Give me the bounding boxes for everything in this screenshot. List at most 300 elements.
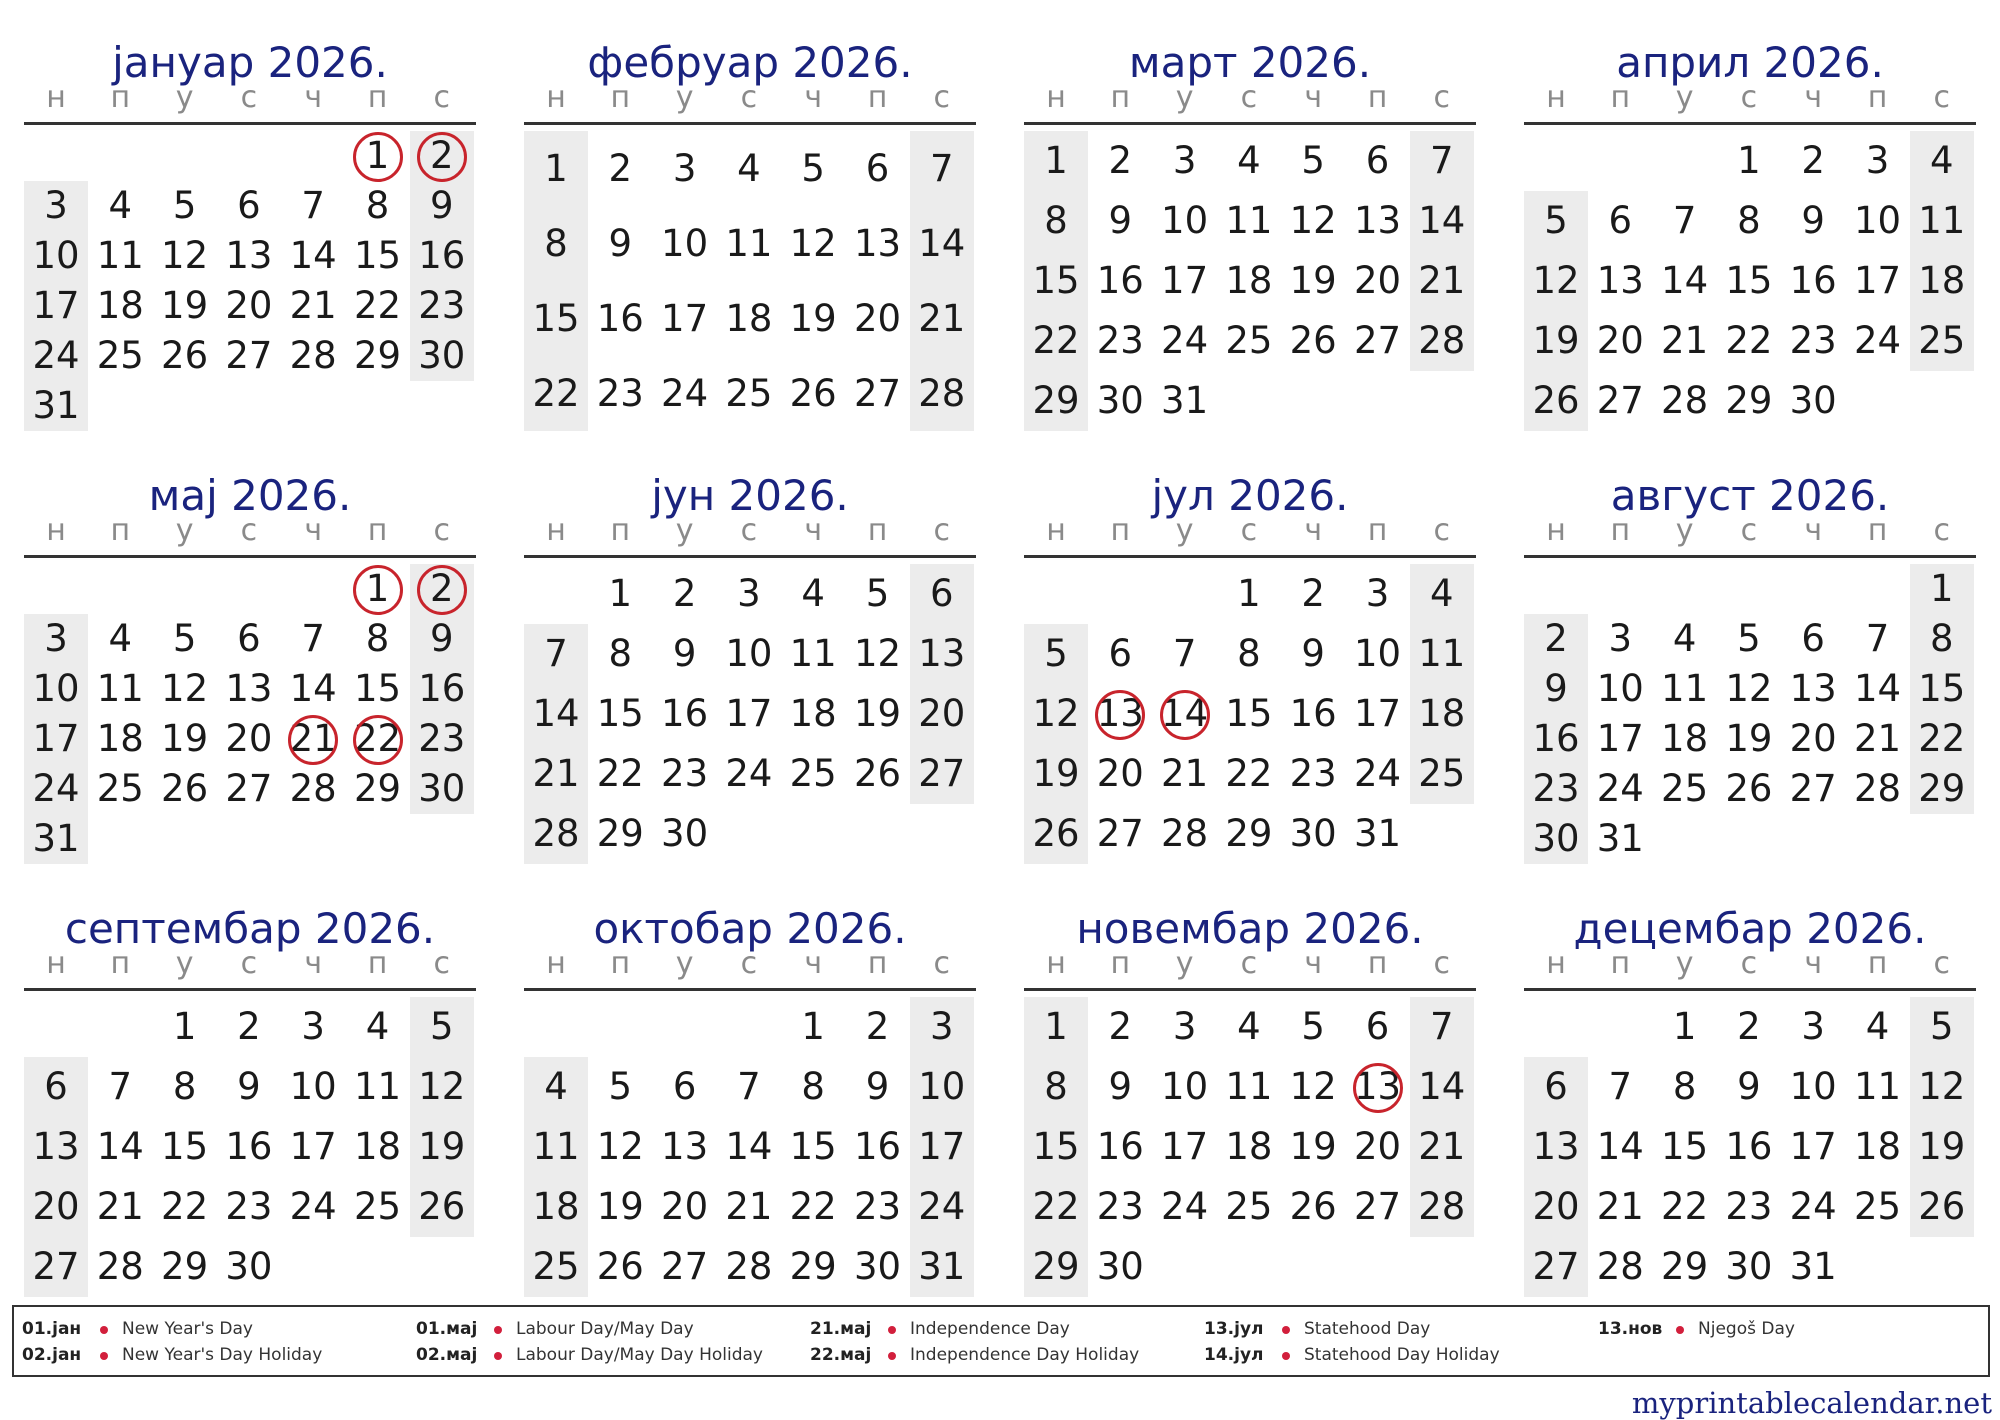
day-cell[interactable]: 12 [1918,1065,1966,1108]
day-cell[interactable]: 25 [1918,319,1966,362]
day-cell[interactable]: 2 [1544,617,1568,660]
day-cell[interactable]: 28 [1418,1185,1466,1228]
day-cell[interactable]: 10 [1353,632,1402,675]
day-cell[interactable]: 3 [1365,572,1390,615]
day-cell[interactable]: 7 [1430,139,1454,182]
day-cell[interactable]: 24 [1789,1185,1837,1228]
day-cell[interactable]: 22 [596,752,644,795]
day-cell[interactable]: 16 [853,1125,902,1168]
day-cell[interactable]: 13 [225,667,273,710]
day-cell[interactable]: 29 [1725,379,1773,422]
day-cell[interactable]: 23 [1725,1185,1773,1228]
day-cell[interactable]: 20 [225,717,273,760]
day-cell[interactable]: 25 [789,752,837,795]
day-cell[interactable]: 27 [225,767,273,810]
day-cell[interactable]: 10 [1161,199,1209,242]
day-cell[interactable]: 14 [725,1125,773,1168]
day-cell[interactable]: 30 [853,1245,902,1288]
day-cell[interactable]: 12 [789,221,837,265]
day-cell[interactable]: 22 [1918,717,1966,760]
day-cell[interactable]: 13 [32,1125,80,1168]
day-cell[interactable]: 8 [1930,617,1954,660]
day-cell[interactable]: 17 [289,1125,337,1168]
day-cell[interactable]: 30 [1289,812,1337,855]
day-cell[interactable]: 22 [161,1185,209,1228]
day-cell[interactable]: 2 [672,572,697,615]
day-cell[interactable]: 19 [596,1185,644,1228]
day-cell[interactable]: 17 [32,284,80,327]
day-cell[interactable]: 18 [1853,1125,1902,1168]
day-cell[interactable]: 12 [1032,692,1080,735]
day-cell[interactable]: 14 [96,1125,144,1168]
day-cell[interactable]: 28 [532,812,580,855]
day-cell[interactable]: 26 [1289,1185,1337,1228]
day-cell[interactable]: 16 [418,234,466,277]
day-cell[interactable]: 15 [532,296,580,340]
day-cell[interactable]: 3 [1172,1005,1197,1048]
day-cell[interactable]: 9 [1108,1065,1133,1108]
day-cell[interactable]: 28 [289,334,337,377]
day-cell[interactable]: 4 [1672,617,1697,660]
day-cell[interactable]: 12 [596,1125,644,1168]
day-cell[interactable]: 5 [430,1005,454,1048]
day-cell[interactable]: 6 [1801,617,1825,660]
day-cell[interactable]: 10 [661,221,709,265]
day-cell[interactable]: 26 [418,1185,466,1228]
day-cell[interactable]: 19 [1532,319,1580,362]
day-cell[interactable]: 20 [1596,319,1644,362]
day-cell[interactable]: 24 [725,752,773,795]
day-cell[interactable]: 10 [32,667,80,710]
day-cell[interactable]: 4 [1865,1005,1890,1048]
day-cell[interactable]: 23 [418,284,466,327]
day-cell[interactable]: 14 [289,234,337,277]
day-cell[interactable]: 8 [1044,1065,1068,1108]
day-cell[interactable]: 19 [1032,752,1080,795]
day-cell[interactable]: 15 [1032,1125,1080,1168]
day-cell[interactable]: 20 [853,296,902,340]
day-cell[interactable]: 31 [32,817,80,860]
day-cell[interactable]: 26 [1032,812,1080,855]
day-cell[interactable]: 13 [918,632,966,675]
day-cell[interactable]: 22 [353,284,402,327]
day-cell[interactable]: 22 [1661,1185,1709,1228]
day-cell[interactable]: 17 [1789,1125,1837,1168]
day-cell[interactable]: 24 [32,767,80,810]
day-cell[interactable]: 26 [1725,767,1773,810]
day-cell[interactable]: 4 [108,617,133,660]
day-cell[interactable]: 22 [532,371,580,415]
day-cell[interactable]: 7 [301,617,325,660]
day-cell[interactable]: 25 [96,334,144,377]
day-cell[interactable]: 9 [1544,667,1568,710]
day-cell[interactable]: 5 [1301,1005,1325,1048]
day-cell[interactable]: 24 [661,371,709,415]
day-cell[interactable]: 16 [661,692,709,735]
day-cell[interactable]: 24 [32,334,80,377]
day-cell[interactable]: 8 [1237,632,1261,675]
day-cell[interactable]: 3 [1801,1005,1825,1048]
day-cell[interactable]: 12 [161,234,209,277]
day-cell[interactable]: 9 [237,1065,261,1108]
site-brand[interactable]: myprintablecalendar.net [1631,1386,1992,1420]
day-cell[interactable]: 10 [1161,1065,1209,1108]
day-cell[interactable]: 3 [1865,139,1890,182]
day-cell[interactable]: 23 [1789,319,1837,362]
day-cell[interactable]: 28 [289,767,337,810]
day-cell[interactable]: 7 [544,632,568,675]
day-cell[interactable]: 8 [1044,199,1068,242]
day-cell[interactable]: 9 [430,617,454,660]
day-cell[interactable]: 29 [1032,1245,1080,1288]
day-cell[interactable]: 9 [608,221,633,265]
day-cell[interactable]: 17 [661,296,709,340]
day-cell[interactable]: 4 [801,572,825,615]
day-cell[interactable]: 6 [1365,1005,1390,1048]
day-cell[interactable]: 29 [1032,379,1080,422]
day-cell[interactable]: 30 [661,812,709,855]
day-cell[interactable]: 17 [725,692,773,735]
day-cell[interactable]: 20 [1353,259,1402,302]
day-cell[interactable]: 22 [1725,319,1773,362]
day-cell[interactable]: 10 [289,1065,337,1108]
holiday-day-cell[interactable]: 1 [365,567,390,610]
day-cell[interactable]: 7 [1172,632,1197,675]
day-cell[interactable]: 16 [1789,259,1837,302]
day-cell[interactable]: 13 [1596,259,1644,302]
day-cell[interactable]: 26 [789,371,837,415]
day-cell[interactable]: 7 [108,1065,133,1108]
holiday-day-cell[interactable]: 14 [1161,692,1209,735]
day-cell[interactable]: 31 [1596,817,1644,860]
day-cell[interactable]: 13 [225,234,273,277]
day-cell[interactable]: 1 [1044,139,1068,182]
day-cell[interactable]: 23 [1096,319,1144,362]
day-cell[interactable]: 6 [1544,1065,1568,1108]
day-cell[interactable]: 5 [608,1065,633,1108]
day-cell[interactable]: 2 [1801,139,1825,182]
day-cell[interactable]: 31 [32,384,80,427]
day-cell[interactable]: 4 [1237,1005,1261,1048]
day-cell[interactable]: 6 [237,617,261,660]
day-cell[interactable]: 9 [1737,1065,1761,1108]
day-cell[interactable]: 6 [930,572,954,615]
day-cell[interactable]: 6 [44,1065,68,1108]
day-cell[interactable]: 6 [1365,139,1390,182]
day-cell[interactable]: 2 [1108,139,1133,182]
day-cell[interactable]: 29 [161,1245,209,1288]
day-cell[interactable]: 8 [172,1065,197,1108]
day-cell[interactable]: 20 [225,284,273,327]
day-cell[interactable]: 8 [365,617,390,660]
day-cell[interactable]: 11 [1225,1065,1273,1108]
day-cell[interactable]: 21 [1418,259,1466,302]
day-cell[interactable]: 18 [1225,1125,1273,1168]
day-cell[interactable]: 29 [596,812,644,855]
day-cell[interactable]: 30 [1096,379,1144,422]
day-cell[interactable]: 31 [1161,379,1209,422]
day-cell[interactable]: 3 [44,184,68,227]
day-cell[interactable]: 29 [789,1245,837,1288]
day-cell[interactable]: 10 [725,632,773,675]
day-cell[interactable]: 4 [737,146,761,190]
day-cell[interactable]: 30 [225,1245,273,1288]
day-cell[interactable]: 19 [161,284,209,327]
day-cell[interactable]: 20 [32,1185,80,1228]
holiday-day-cell[interactable]: 13 [1353,1065,1402,1108]
day-cell[interactable]: 12 [161,667,209,710]
day-cell[interactable]: 5 [1301,139,1325,182]
day-cell[interactable]: 16 [418,667,466,710]
day-cell[interactable]: 8 [801,1065,825,1108]
day-cell[interactable]: 21 [1161,752,1209,795]
day-cell[interactable]: 9 [672,632,697,675]
day-cell[interactable]: 24 [1853,319,1902,362]
day-cell[interactable]: 15 [1918,667,1966,710]
day-cell[interactable]: 27 [1353,1185,1402,1228]
day-cell[interactable]: 21 [1853,717,1902,760]
day-cell[interactable]: 5 [1544,199,1568,242]
day-cell[interactable]: 27 [853,371,902,415]
day-cell[interactable]: 11 [1225,199,1273,242]
day-cell[interactable]: 21 [1661,319,1709,362]
day-cell[interactable]: 20 [1353,1125,1402,1168]
day-cell[interactable]: 14 [1661,259,1709,302]
day-cell[interactable]: 28 [1596,1245,1644,1288]
day-cell[interactable]: 21 [96,1185,144,1228]
day-cell[interactable]: 9 [1801,199,1825,242]
day-cell[interactable]: 27 [918,752,966,795]
day-cell[interactable]: 21 [918,296,966,340]
day-cell[interactable]: 8 [365,184,390,227]
day-cell[interactable]: 10 [32,234,80,277]
day-cell[interactable]: 29 [1225,812,1273,855]
day-cell[interactable]: 4 [1237,139,1261,182]
day-cell[interactable]: 20 [918,692,966,735]
day-cell[interactable]: 3 [44,617,68,660]
day-cell[interactable]: 10 [1853,199,1902,242]
day-cell[interactable]: 17 [918,1125,966,1168]
day-cell[interactable]: 18 [96,717,144,760]
day-cell[interactable]: 17 [1853,259,1902,302]
day-cell[interactable]: 11 [1853,1065,1902,1108]
day-cell[interactable]: 25 [532,1245,580,1288]
day-cell[interactable]: 2 [1737,1005,1761,1048]
day-cell[interactable]: 22 [1032,1185,1080,1228]
day-cell[interactable]: 28 [918,371,966,415]
day-cell[interactable]: 27 [32,1245,80,1288]
day-cell[interactable]: 24 [289,1185,337,1228]
day-cell[interactable]: 29 [1661,1245,1709,1288]
day-cell[interactable]: 5 [1737,617,1761,660]
day-cell[interactable]: 30 [1725,1245,1773,1288]
day-cell[interactable]: 24 [1353,752,1402,795]
day-cell[interactable]: 1 [608,572,633,615]
day-cell[interactable]: 18 [96,284,144,327]
day-cell[interactable]: 6 [237,184,261,227]
day-cell[interactable]: 26 [1532,379,1580,422]
day-cell[interactable]: 23 [418,717,466,760]
day-cell[interactable]: 18 [353,1125,402,1168]
day-cell[interactable]: 23 [1532,767,1580,810]
day-cell[interactable]: 30 [418,334,466,377]
day-cell[interactable]: 21 [1418,1125,1466,1168]
day-cell[interactable]: 18 [1661,717,1709,760]
day-cell[interactable]: 15 [353,234,402,277]
day-cell[interactable]: 11 [1418,632,1466,675]
day-cell[interactable]: 29 [353,767,402,810]
day-cell[interactable]: 18 [1418,692,1466,735]
day-cell[interactable]: 1 [1930,567,1954,610]
day-cell[interactable]: 28 [725,1245,773,1288]
day-cell[interactable]: 21 [532,752,580,795]
day-cell[interactable]: 1 [1737,139,1761,182]
day-cell[interactable]: 2 [1108,1005,1133,1048]
day-cell[interactable]: 1 [544,146,568,190]
day-cell[interactable]: 11 [96,667,144,710]
day-cell[interactable]: 26 [161,767,209,810]
day-cell[interactable]: 27 [661,1245,709,1288]
day-cell[interactable]: 12 [418,1065,466,1108]
day-cell[interactable]: 17 [1161,259,1209,302]
day-cell[interactable]: 13 [661,1125,709,1168]
day-cell[interactable]: 28 [1418,319,1466,362]
day-cell[interactable]: 27 [1532,1245,1580,1288]
day-cell[interactable]: 14 [1596,1125,1644,1168]
holiday-day-cell[interactable]: 2 [430,134,454,177]
day-cell[interactable]: 11 [96,234,144,277]
day-cell[interactable]: 26 [596,1245,644,1288]
day-cell[interactable]: 17 [1161,1125,1209,1168]
day-cell[interactable]: 13 [1353,199,1402,242]
holiday-day-cell[interactable]: 21 [289,717,337,760]
day-cell[interactable]: 24 [1161,319,1209,362]
day-cell[interactable]: 6 [1608,199,1633,242]
day-cell[interactable]: 22 [1032,319,1080,362]
day-cell[interactable]: 3 [301,1005,325,1048]
day-cell[interactable]: 15 [1661,1125,1709,1168]
day-cell[interactable]: 10 [1596,667,1644,710]
day-cell[interactable]: 7 [1430,1005,1454,1048]
day-cell[interactable]: 13 [1789,667,1837,710]
day-cell[interactable]: 15 [353,667,402,710]
day-cell[interactable]: 5 [172,617,197,660]
day-cell[interactable]: 24 [1161,1185,1209,1228]
day-cell[interactable]: 12 [1289,1065,1337,1108]
day-cell[interactable]: 15 [596,692,644,735]
day-cell[interactable]: 11 [1918,199,1966,242]
day-cell[interactable]: 14 [918,221,966,265]
day-cell[interactable]: 9 [865,1065,890,1108]
day-cell[interactable]: 22 [1225,752,1273,795]
day-cell[interactable]: 19 [161,717,209,760]
day-cell[interactable]: 1 [172,1005,197,1048]
day-cell[interactable]: 7 [737,1065,761,1108]
day-cell[interactable]: 31 [918,1245,966,1288]
day-cell[interactable]: 30 [418,767,466,810]
day-cell[interactable]: 13 [1532,1125,1580,1168]
day-cell[interactable]: 25 [1853,1185,1902,1228]
day-cell[interactable]: 18 [1225,259,1273,302]
day-cell[interactable]: 28 [1161,812,1209,855]
day-cell[interactable]: 25 [1225,1185,1273,1228]
day-cell[interactable]: 15 [161,1125,209,1168]
day-cell[interactable]: 3 [930,1005,954,1048]
day-cell[interactable]: 23 [661,752,709,795]
holiday-day-cell[interactable]: 22 [353,717,402,760]
day-cell[interactable]: 2 [237,1005,261,1048]
day-cell[interactable]: 18 [532,1185,580,1228]
day-cell[interactable]: 18 [789,692,837,735]
day-cell[interactable]: 2 [608,146,633,190]
day-cell[interactable]: 16 [1096,1125,1144,1168]
day-cell[interactable]: 20 [1789,717,1837,760]
day-cell[interactable]: 23 [853,1185,902,1228]
day-cell[interactable]: 25 [1418,752,1466,795]
day-cell[interactable]: 16 [1532,717,1580,760]
day-cell[interactable]: 4 [365,1005,390,1048]
day-cell[interactable]: 7 [1672,199,1697,242]
day-cell[interactable]: 18 [725,296,773,340]
holiday-day-cell[interactable]: 13 [1096,692,1144,735]
day-cell[interactable]: 15 [1225,692,1273,735]
day-cell[interactable]: 12 [1289,199,1337,242]
day-cell[interactable]: 31 [1789,1245,1837,1288]
day-cell[interactable]: 23 [1289,752,1337,795]
day-cell[interactable]: 10 [918,1065,966,1108]
day-cell[interactable]: 26 [1289,319,1337,362]
day-cell[interactable]: 4 [544,1065,568,1108]
day-cell[interactable]: 3 [1608,617,1633,660]
day-cell[interactable]: 8 [608,632,633,675]
day-cell[interactable]: 25 [1661,767,1709,810]
day-cell[interactable]: 22 [789,1185,837,1228]
day-cell[interactable]: 12 [1725,667,1773,710]
day-cell[interactable]: 9 [1301,632,1325,675]
day-cell[interactable]: 3 [1172,139,1197,182]
day-cell[interactable]: 27 [1596,379,1644,422]
day-cell[interactable]: 27 [225,334,273,377]
day-cell[interactable]: 19 [1725,717,1773,760]
day-cell[interactable]: 8 [1737,199,1761,242]
day-cell[interactable]: 29 [1918,767,1966,810]
day-cell[interactable]: 5 [172,184,197,227]
day-cell[interactable]: 23 [596,371,644,415]
day-cell[interactable]: 25 [725,371,773,415]
day-cell[interactable]: 17 [1353,692,1402,735]
day-cell[interactable]: 16 [225,1125,273,1168]
day-cell[interactable]: 26 [161,334,209,377]
day-cell[interactable]: 25 [1225,319,1273,362]
day-cell[interactable]: 3 [672,146,697,190]
day-cell[interactable]: 17 [32,717,80,760]
day-cell[interactable]: 30 [1789,379,1837,422]
day-cell[interactable]: 28 [1853,767,1902,810]
day-cell[interactable]: 5 [1930,1005,1954,1048]
day-cell[interactable]: 14 [532,692,580,735]
day-cell[interactable]: 16 [596,296,644,340]
day-cell[interactable]: 25 [96,767,144,810]
holiday-day-cell[interactable]: 1 [365,134,390,177]
day-cell[interactable]: 5 [1044,632,1068,675]
day-cell[interactable]: 15 [1032,259,1080,302]
day-cell[interactable]: 6 [672,1065,697,1108]
day-cell[interactable]: 16 [1096,259,1144,302]
day-cell[interactable]: 8 [1672,1065,1697,1108]
day-cell[interactable]: 15 [1725,259,1773,302]
day-cell[interactable]: 11 [725,221,773,265]
day-cell[interactable]: 9 [1108,199,1133,242]
